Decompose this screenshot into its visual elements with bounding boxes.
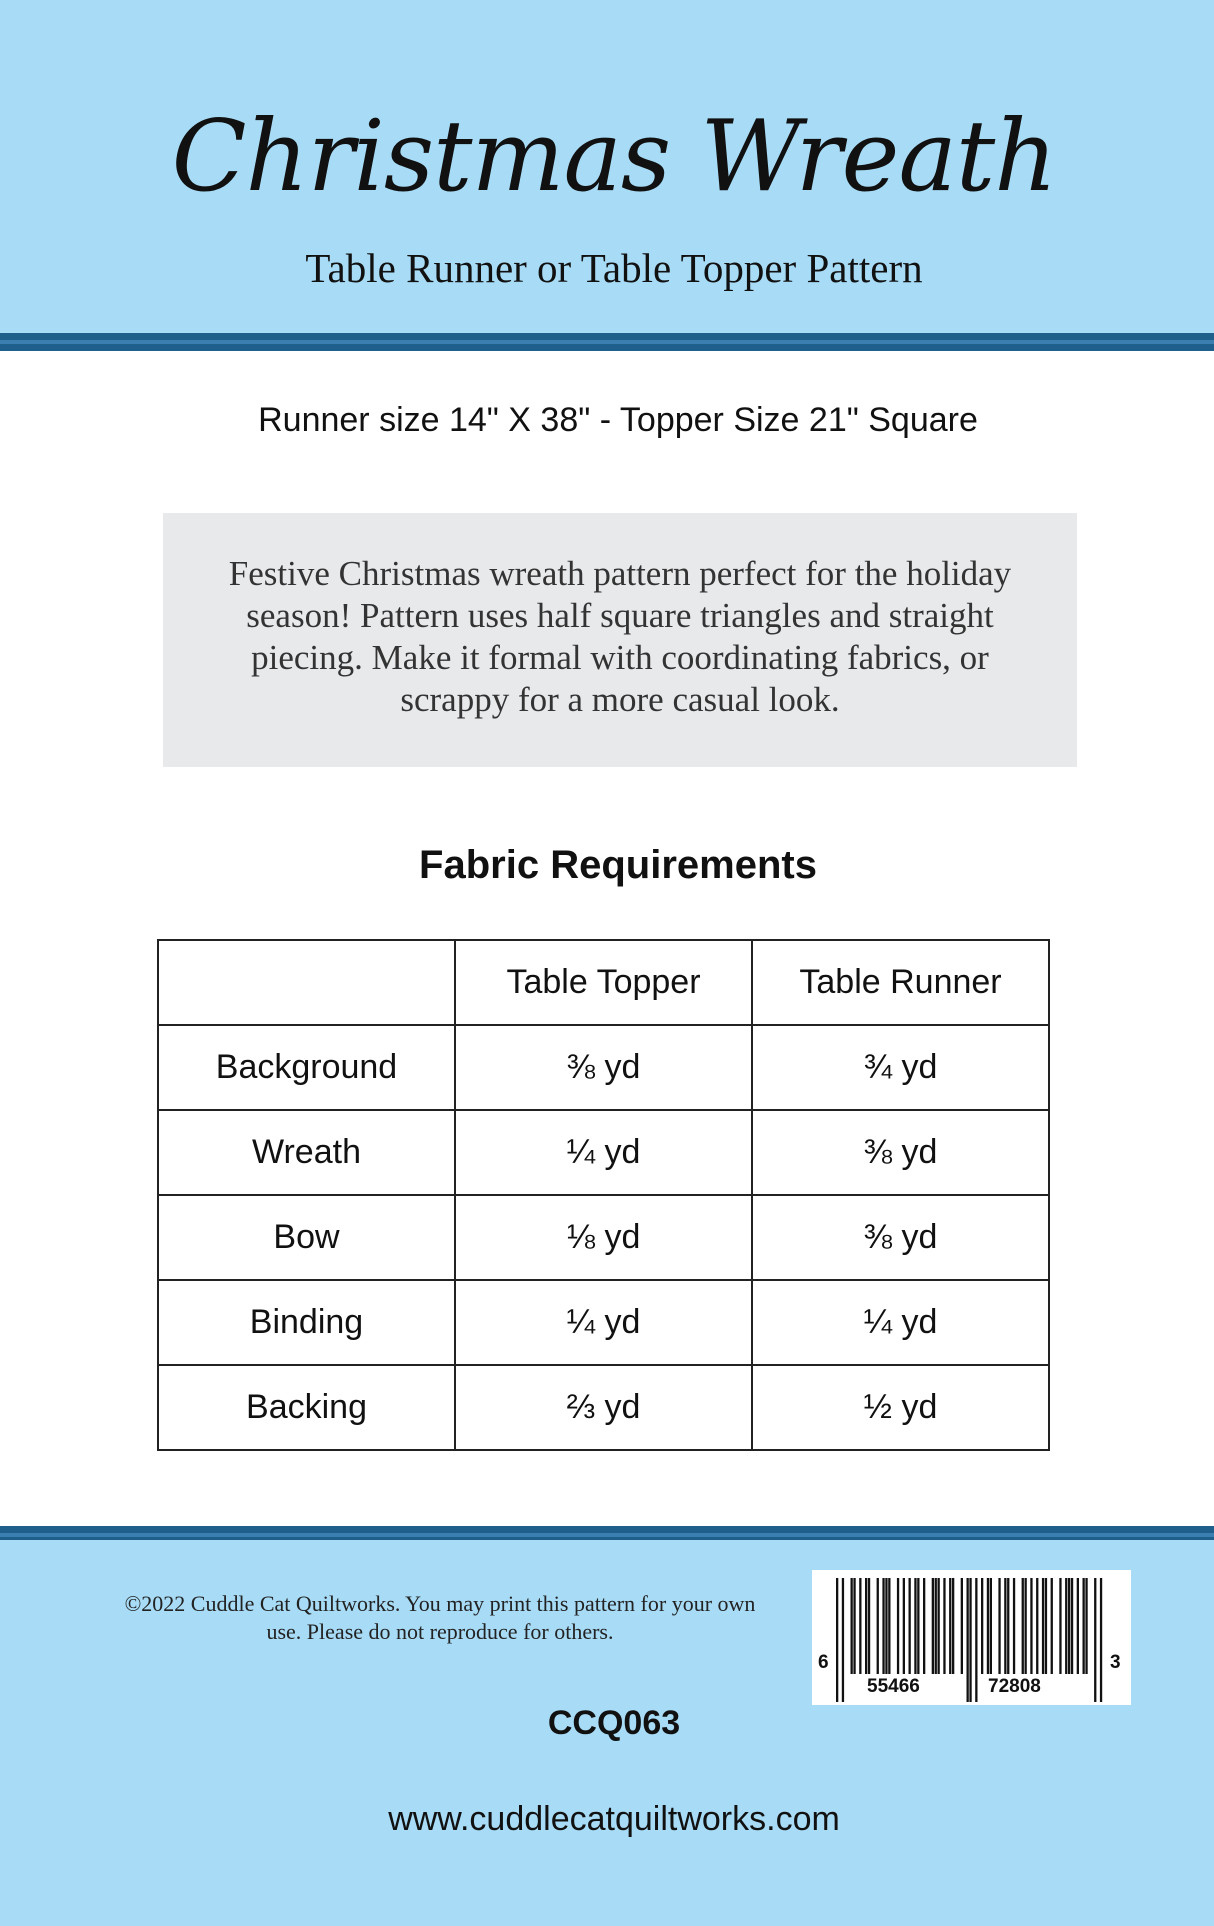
barcode-bar	[903, 1578, 905, 1674]
barcode-bar	[1025, 1578, 1027, 1674]
table-cell: Backing	[158, 1365, 455, 1450]
header-band	[0, 0, 1214, 333]
table-header-row	[158, 940, 1049, 1025]
barcode-bar	[1100, 1578, 1102, 1702]
barcode-bar	[981, 1578, 983, 1674]
table-cell: Background	[158, 1025, 455, 1110]
barcode-bar	[851, 1578, 853, 1674]
barcode-bar	[853, 1578, 855, 1674]
barcode-bar	[1004, 1578, 1006, 1674]
barcode-bar	[961, 1578, 963, 1674]
table-cell: ¾ yd	[752, 1025, 1049, 1110]
footer-band	[0, 1540, 1214, 1926]
barcode-left-group: 55466	[867, 1676, 920, 1697]
barcode-bar	[868, 1578, 870, 1674]
table-cell: ¼ yd	[455, 1280, 752, 1365]
barcode-check-digit: 3	[1110, 1652, 1121, 1673]
barcode-bar	[932, 1578, 934, 1674]
fabric-requirements-table	[157, 939, 1050, 1451]
table-row	[158, 1280, 1049, 1365]
barcode-bar	[1083, 1578, 1085, 1674]
barcode-bar	[914, 1578, 916, 1674]
barcode-bar	[998, 1578, 1000, 1674]
barcode-bar	[1051, 1578, 1053, 1674]
pattern-subtitle: Table Runner or Table Topper Pattern	[305, 245, 923, 291]
barcode-bar	[865, 1578, 867, 1674]
table-row	[158, 1110, 1049, 1195]
table-cell: ⅜ yd	[455, 1025, 752, 1110]
barcode-bar	[1094, 1578, 1096, 1702]
barcode-bar	[1065, 1578, 1067, 1674]
barcode-bar	[842, 1578, 844, 1702]
barcode-bar	[967, 1578, 969, 1702]
fabric-requirements-heading: Fabric Requirements	[419, 843, 817, 887]
barcode	[812, 1570, 1131, 1705]
barcode-bar	[1030, 1578, 1032, 1674]
barcode-bar	[885, 1578, 887, 1674]
table-cell: Wreath	[158, 1110, 455, 1195]
header-divider	[0, 333, 1214, 351]
table-row	[158, 1365, 1049, 1450]
barcode-bar	[909, 1578, 911, 1674]
table-cell: Bow	[158, 1195, 455, 1280]
table-cell: Binding	[158, 1280, 455, 1365]
barcode-bar	[1077, 1578, 1079, 1674]
table-header-cell: Table Runner	[752, 940, 1049, 1025]
table-header-cell	[158, 940, 455, 1025]
barcode-bar	[1071, 1578, 1073, 1674]
barcode-bar	[888, 1578, 890, 1674]
barcode-bar	[917, 1578, 919, 1674]
website-url: www.cuddlecatquiltworks.com	[388, 1800, 840, 1838]
barcode-bar	[990, 1578, 992, 1674]
table-row	[158, 1195, 1049, 1280]
barcode-bar	[1059, 1578, 1061, 1674]
description-text: Festive Christmas wreath pattern perfect for the holiday season! Pattern uses half square triangles and straight piecing. Make it formal with coordinating fabrics, or scrappy for a more casual look.	[228, 554, 1012, 719]
barcode-bar	[943, 1578, 945, 1674]
barcode-lead-digit: 6	[818, 1652, 829, 1673]
barcode-bar	[923, 1578, 925, 1674]
barcode-bar	[897, 1578, 899, 1674]
barcode-bar	[949, 1578, 951, 1674]
barcode-bar	[952, 1578, 954, 1674]
table-cell: ¼ yd	[752, 1280, 1049, 1365]
barcode-bar	[1042, 1578, 1044, 1674]
barcode-bar	[938, 1578, 940, 1674]
table-cell: ½ yd	[752, 1365, 1049, 1450]
table-cell: ⅜ yd	[752, 1110, 1049, 1195]
barcode-bar	[877, 1578, 879, 1674]
barcode-bar	[1045, 1578, 1047, 1674]
table-header-cell: Table Topper	[455, 940, 752, 1025]
barcode-bar	[1036, 1578, 1038, 1674]
barcode-bar	[987, 1578, 989, 1674]
barcode-right-group: 72808	[988, 1676, 1041, 1697]
barcode-bar	[859, 1578, 861, 1674]
barcode-bar	[969, 1578, 971, 1702]
barcode-bar	[1007, 1578, 1009, 1674]
table-cell: ⅛ yd	[455, 1195, 752, 1280]
copyright-notice: ©2022 Cuddle Cat Quiltworks. You may print this pattern for your own use. Please do not reproduce for others.	[124, 1591, 756, 1644]
barcode-bar	[935, 1578, 937, 1674]
table-cell: ⅜ yd	[752, 1195, 1049, 1280]
barcode-bar	[882, 1578, 884, 1674]
pattern-title: Christmas Wreath	[171, 100, 1057, 214]
barcode-bar	[975, 1578, 977, 1702]
barcode-bar	[836, 1578, 838, 1702]
barcode-bar	[1022, 1578, 1024, 1674]
table-cell: ⅔ yd	[455, 1365, 752, 1450]
size-info: Runner size 14" X 38" - Topper Size 21" Square	[258, 401, 978, 439]
description-box	[163, 513, 1077, 767]
barcode-bar	[1013, 1578, 1015, 1674]
barcode-bar	[1085, 1578, 1087, 1674]
product-code: CCQ063	[547, 1704, 681, 1742]
table-cell: ¼ yd	[455, 1110, 752, 1195]
table-row	[158, 1025, 1049, 1110]
barcode-bar	[1068, 1578, 1070, 1674]
barcode-bars	[812, 1570, 1131, 1705]
